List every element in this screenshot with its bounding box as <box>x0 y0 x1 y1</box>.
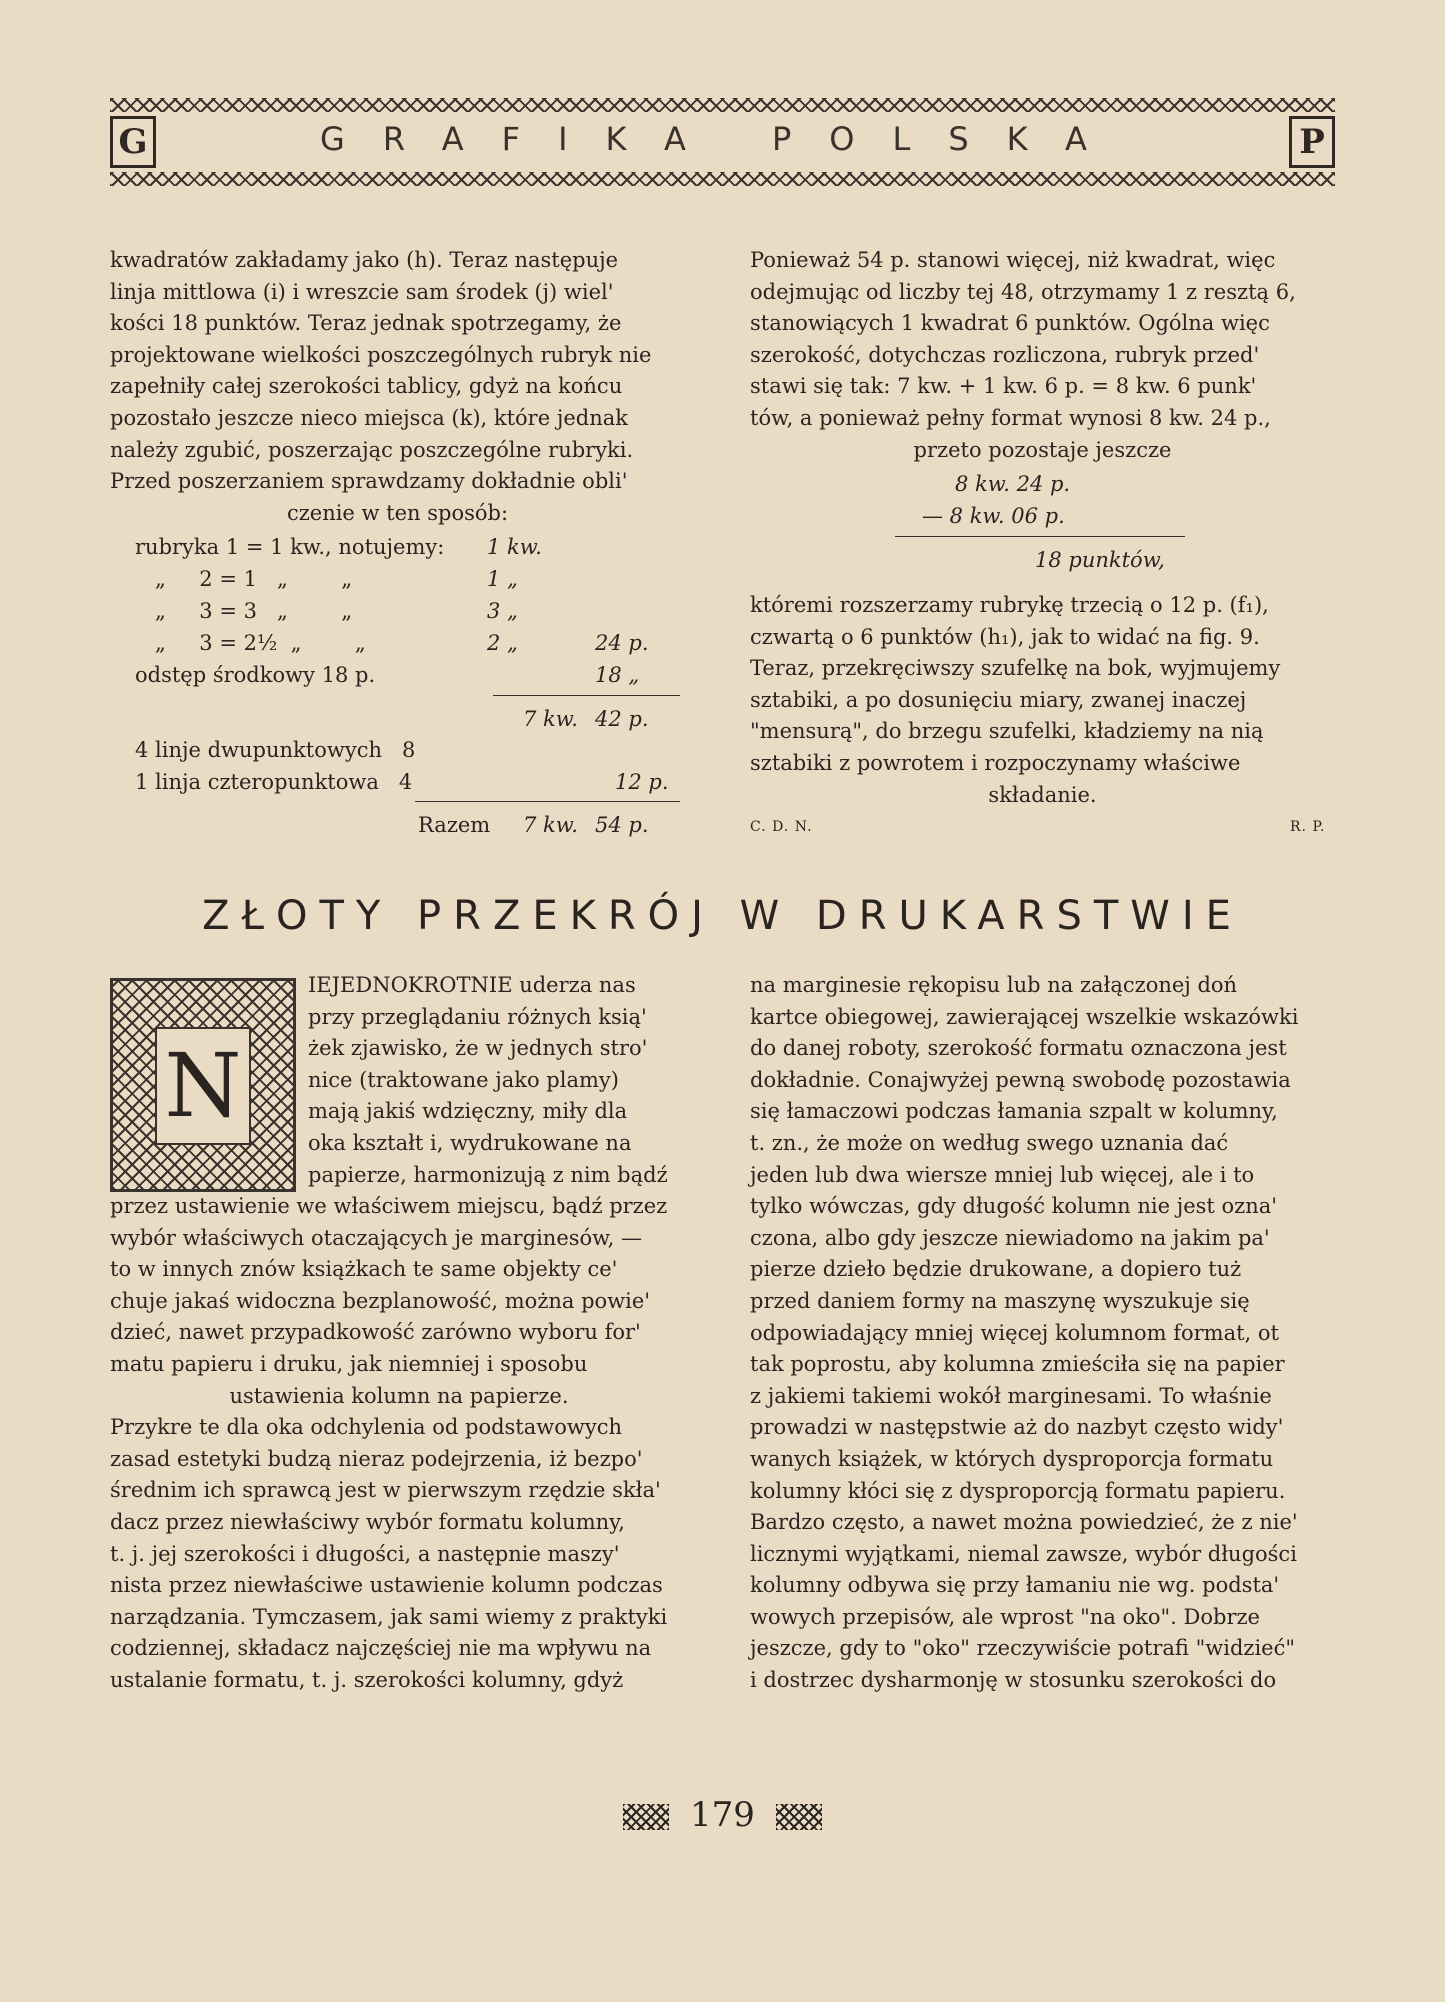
calc-row <box>135 627 685 659</box>
article-right-column <box>750 970 1335 1697</box>
text-line: tak poprostu, aby kolumna zmieściła się na papier <box>750 1352 1285 1377</box>
text-line: Przykre te dla oka odchylenia od podstawowych <box>110 1415 623 1440</box>
text-line: ustawienia kolumn na papierze. <box>229 1383 569 1408</box>
sum-line: — 8 kw. 06 p. <box>922 504 1065 528</box>
text-line: pierze dzieło będzie drukowane, a dopiero tuż <box>750 1257 1242 1282</box>
text-line: oka kształt i, wydrukowane na <box>308 1130 632 1155</box>
text-line: kolumny odbywa się przy łamaniu nie wg. podsta' <box>750 1573 1280 1598</box>
text-line: zasad estetyki budzą nieraz podejrzenia, iż bezpo' <box>110 1446 643 1471</box>
text-line: tów, a ponieważ pełny format wynosi 8 kw. 24 p., <box>750 405 1271 430</box>
text-line: codziennej, składacz najczęściej nie ma wpływu na <box>110 1636 652 1661</box>
calc-label: rubryka 1 = 1 kw., notujemy: <box>135 535 445 559</box>
text-line: kolumny kłóci się z dysproporcją formatu papieru. <box>750 1478 1286 1503</box>
text-line: czenie w ten sposób: <box>286 500 509 525</box>
calc-row <box>135 659 685 691</box>
folio-ornament-right-icon <box>776 1804 822 1830</box>
text-line: stawi się tak: 7 kw. + 1 kw. 6 p. = 8 kw. 6 punk' <box>750 374 1257 399</box>
text-line: papierze, harmonizują z nim bądź <box>308 1162 668 1187</box>
text-line: przez ustawienie we właściwem miejscu, bądź przez <box>110 1194 668 1218</box>
text-line: przy przeglądaniu różnych ksią' <box>308 1004 647 1029</box>
calc-row <box>135 595 685 627</box>
text-line: kości 18 punktów. Teraz jednak spotrzegamy, że <box>110 311 622 336</box>
calc-label: „ 3 = 3 „ „ <box>135 599 353 623</box>
ornamental-initial-icon <box>110 978 296 1192</box>
upper-right-column <box>750 245 1335 466</box>
header-monogram-left-icon: G <box>110 116 156 168</box>
calc-row <box>135 703 685 735</box>
calc-row <box>135 531 685 563</box>
text-line: tylko wówczas, gdy długość kolumn nie jest ozna' <box>750 1194 1278 1219</box>
folio-ornament-left-icon <box>623 1804 669 1830</box>
signature-right: R. P. <box>1290 819 1326 835</box>
text-line: średnim ich sprawcą jest w pierwszym rzędzie skła' <box>110 1478 661 1503</box>
upper-left-column <box>110 245 685 529</box>
calc-value: 54 p. <box>595 813 649 837</box>
text-line: mają jakiś wdzięczny, miły dla <box>308 1099 628 1124</box>
calc-label: „ 3 = 2½ „ „ <box>135 631 366 655</box>
ornament-band-icon <box>110 98 1335 112</box>
text-line: t. j. jej szerokości i długości, a następnie maszy' <box>110 1541 620 1566</box>
text-line: szerokość, dotychczas rozliczona, rubryk przed' <box>750 342 1260 367</box>
journal-title: GRAFIKA POLSKA <box>320 120 1125 158</box>
text-line: dacz przez niewłaściwy wybór formatu kolumny, <box>110 1509 625 1534</box>
calc-value: 24 p. <box>595 631 649 655</box>
text-line: prowadzi w następstwie aż do nazbyt często widy' <box>750 1415 1284 1440</box>
text-line: przeto pozostaje jeszcze <box>913 437 1172 462</box>
text-line: Bardzo często, a nawet można powiedzieć, że z nie' <box>750 1510 1298 1535</box>
text-line: linja mittlowa (i) i wreszcie sam środek (j) wiel' <box>110 279 614 304</box>
text-line: Ponieważ 54 p. stanowi więcej, niż kwadrat, więc <box>750 248 1276 272</box>
sum-line: 18 punktów, <box>1035 548 1165 572</box>
text-line: licznymi wyjątkami, niemal zawsze, wybór długości <box>750 1541 1297 1566</box>
text-line: nista przez niewłaściwe ustawienie kolumn podczas <box>110 1573 663 1598</box>
text-line: dokładnie. Conajwyżej pewną swobodę pozostawia <box>750 1067 1291 1092</box>
text-line: wybór właściwych otaczających je marginesów, — <box>110 1225 643 1250</box>
calc-row <box>135 809 685 841</box>
text-line: wanych książek, w których dysproporcja formatu <box>750 1446 1274 1471</box>
text-line: do danej roboty, szerokość formatu oznaczona jest <box>750 1036 1287 1061</box>
text-line: narządzania. Tymczasem, jak sami wiemy z praktyki <box>110 1604 668 1629</box>
calc-value: 12 p. <box>615 770 669 794</box>
calc-value: 42 p. <box>595 707 649 731</box>
text-line: przed daniem formy na maszynę wyszukuje się <box>750 1288 1250 1313</box>
article-lead <box>308 970 688 1191</box>
page-number: 179 <box>690 1795 755 1835</box>
calc-value: 18 „ <box>595 663 640 687</box>
calc-label: odstęp środkowy 18 p. <box>135 663 376 687</box>
text-line: żek zjawisko, że w jednych stro' <box>308 1036 648 1061</box>
calc-value: 7 kw. <box>523 813 578 837</box>
text-line: wowych przepisów, ale wprost "na oko". Dobrze <box>750 1604 1260 1629</box>
text-line: stanowiących 1 kwadrat 6 punktów. Ogólna więc <box>750 311 1270 336</box>
calc-value: 7 kw. <box>523 707 578 731</box>
text-line: "mensurą", do brzegu szufelki, kładziemy na nią <box>750 719 1264 744</box>
calc-label: 1 linja czteropunktowa 4 <box>135 770 413 794</box>
text-line: IEJEDNOKROTNIE uderza nas <box>308 973 636 997</box>
calc-label: 4 linje dwupunktowych 8 <box>135 738 416 762</box>
text-line: jeden lub dwa wiersze mniej lub więcej, ale i to <box>750 1162 1255 1187</box>
page-folio <box>0 1795 1445 1835</box>
text-line: kartce obiegowej, zawierającej wszelkie wskazówki <box>750 1004 1299 1029</box>
text-line: sztabiki z powrotem i rozpoczynamy właściwe <box>750 750 1241 775</box>
text-line: dzieć, nawet przypadkowość zarówno wyboru for' <box>110 1320 641 1345</box>
text-line: t. zn., że może on według swego uznania dać <box>750 1130 1229 1155</box>
text-line: pozostało jeszcze nieco miejsca (k), które jednak <box>110 405 628 430</box>
text-line: chuje jakaś widoczna bezplanowość, można powie' <box>110 1288 651 1313</box>
article-title: ZŁOTY PRZEKRÓJ W DRUKARSTWIE <box>202 893 1243 939</box>
calc-value: 3 „ <box>487 599 518 623</box>
text-line: na marginesie rękopisu lub na załączonej doń <box>750 973 1238 997</box>
text-line: zapełniły całej szerokości tablicy, gdyż na końcu <box>110 374 623 399</box>
text-line: któremi rozszerzamy rubrykę trzecią o 12 p. (f₁), <box>750 593 1269 617</box>
text-line: składanie. <box>988 782 1097 807</box>
text-line: jeszcze, gdy to "oko" rzeczywiście potrafi "widzieć" <box>750 1636 1296 1661</box>
text-line: to w innych znów książkach te same objekty ce' <box>110 1257 618 1282</box>
text-line: Przed poszerzaniem sprawdzamy dokładnie obli' <box>110 469 628 494</box>
calc-row <box>135 766 685 798</box>
sum-line: 8 kw. 24 p. <box>955 472 1071 496</box>
text-line: z jakiemi takiemi wokół marginesami. To właśnie <box>750 1383 1272 1408</box>
header-monogram-right-icon: P <box>1289 116 1335 168</box>
sum-rule <box>895 536 1185 537</box>
text-line: matu papieru i druku, jak niemniej i sposobu <box>110 1351 588 1376</box>
calc-value: 1 „ <box>487 567 518 591</box>
running-header <box>110 98 1335 186</box>
text-line: odpowiadający mniej więcej kolumnom format, ot <box>750 1320 1279 1345</box>
text-line: i dostrzec dysharmonję w stosunku szerokości do <box>750 1668 1277 1693</box>
sum-rule <box>415 801 680 802</box>
ornament-band-icon <box>110 172 1335 186</box>
upper-right-column-continued <box>750 590 1335 811</box>
calc-row <box>135 734 685 766</box>
calc-value: 2 „ <box>487 631 518 655</box>
calc-label: „ 2 = 1 „ „ <box>135 567 353 591</box>
text-line: ustalanie formatu, t. j. szerokości kolumny, gdyż <box>110 1667 624 1692</box>
text-line: należy zgubić, poszerzając poszczególne rubryki. <box>110 437 634 462</box>
text-line: czwartą o 6 punktów (h₁), jak to widać na fig. 9. <box>750 624 1260 649</box>
calc-value: 1 kw. <box>487 535 542 559</box>
text-line: kwadratów zakładamy jako (h). Teraz następuje <box>110 248 619 272</box>
text-line: nice (traktowane jako plamy) <box>308 1067 619 1092</box>
sum-rule <box>493 695 680 696</box>
signature-left: C. D. N. <box>750 819 813 835</box>
text-line: czona, albo gdy jeszcze niewiadomo na jakim pa' <box>750 1225 1270 1250</box>
article-left-column <box>110 1191 688 1697</box>
text-line: sztabiki, a po dosunięciu miary, zwanej inaczej <box>750 687 1247 712</box>
text-line: się łamaczowi podczas łamania szpalt w kolumny, <box>750 1099 1278 1124</box>
dropcap-letter: N <box>155 1027 251 1145</box>
text-line: Teraz, przekręciwszy szufelkę na bok, wyjmujemy <box>750 656 1281 681</box>
text-line: projektowane wielkości poszczególnych rubryk nie <box>110 342 652 367</box>
calc-row <box>135 563 685 595</box>
text-line: odejmując od liczby tej 48, otrzymamy 1 z resztą 6, <box>750 279 1296 304</box>
calc-label: Razem <box>418 813 491 837</box>
